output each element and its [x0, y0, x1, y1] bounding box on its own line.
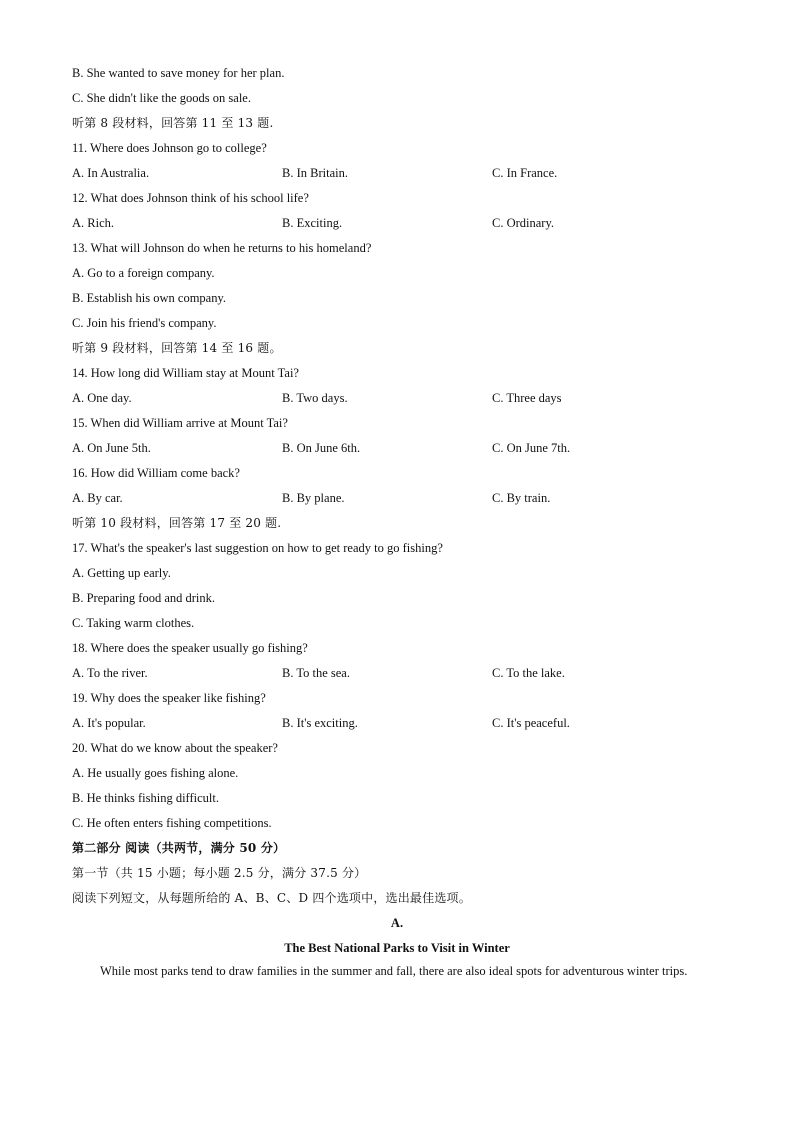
- option-c: C. Three days: [492, 391, 562, 405]
- option-a: A. One day.: [72, 391, 132, 405]
- text-line: C. Join his friend's company.: [72, 316, 217, 330]
- option-a: A. By car.: [72, 491, 123, 505]
- text-line: 14. How long did William stay at Mount Tai?: [72, 366, 299, 380]
- option-row: [72, 161, 722, 186]
- passage-title: The Best National Parks to Visit in Winter: [284, 941, 510, 955]
- text-line: B. He thinks fishing difficult.: [72, 791, 219, 805]
- text-line: 20. What do we know about the speaker?: [72, 741, 278, 755]
- text-line: 13. What will Johnson do when he returns to his homeland?: [72, 241, 372, 255]
- section-instruction: 阅读下列短文，从每题所给的 A、B、C、D 四个选项中，选出最佳选项。: [72, 891, 471, 905]
- option-b: B. By plane.: [282, 491, 345, 505]
- option-row: [72, 211, 722, 236]
- text-line: 16. How did William come back?: [72, 466, 240, 480]
- text-line: B. She wanted to save money for her plan.: [72, 66, 285, 80]
- option-row: [72, 436, 722, 461]
- option-row: [72, 386, 722, 411]
- reading-paragraph: While most parks tend to draw families in the summer and fall, there are also ideal spots for adventurous winter trips.: [100, 964, 688, 978]
- text-line: 11. Where does Johnson go to college?: [72, 141, 267, 155]
- option-a: A. To the river.: [72, 666, 148, 680]
- option-c: C. In France.: [492, 166, 558, 180]
- section-instruction: 第一节（共 15 小题；每小题 2.5 分，满分 37.5 分）: [72, 866, 367, 880]
- option-row: [72, 661, 722, 686]
- option-c: C. By train.: [492, 491, 551, 505]
- text-line: A. Getting up early.: [72, 566, 171, 580]
- text-line: 17. What's the speaker's last suggestion on how to get ready to go fishing?: [72, 541, 443, 555]
- text-line: A. He usually goes fishing alone.: [72, 766, 239, 780]
- option-a: A. It's popular.: [72, 716, 146, 730]
- option-a: A. On June 5th.: [72, 441, 151, 455]
- section-instruction: 听第 9 段材料，回答第 14 至 16 题。: [72, 341, 282, 355]
- text-line: C. He often enters fishing competitions.: [72, 816, 272, 830]
- option-row: [72, 711, 722, 736]
- passage-title: A.: [390, 916, 404, 930]
- option-row: [72, 486, 722, 511]
- text-line: B. Preparing food and drink.: [72, 591, 216, 605]
- option-b: B. Exciting.: [282, 216, 343, 230]
- text-line: C. Taking warm clothes.: [72, 616, 195, 630]
- reading-paragraph-block: [72, 959, 722, 984]
- option-a: A. Rich.: [72, 216, 115, 230]
- option-b: B. In Britain.: [282, 166, 348, 180]
- section-instruction: 听第 10 段材料，回答第 17 至 20 题.: [72, 516, 282, 530]
- option-b: B. To the sea.: [282, 666, 350, 680]
- text-line: C. She didn't like the goods on sale.: [72, 91, 251, 105]
- option-c: C. Ordinary.: [492, 216, 555, 230]
- text-line: 12. What does Johnson think of his school life?: [72, 191, 309, 205]
- text-line: B. Establish his own company.: [72, 291, 227, 305]
- option-c: C. It's peaceful.: [492, 716, 570, 730]
- text-line: 19. Why does the speaker like fishing?: [72, 691, 266, 705]
- section-instruction: 听第 8 段材料，回答第 11 至 13 题.: [72, 116, 274, 130]
- text-line: A. Go to a foreign company.: [72, 266, 215, 280]
- text-line: 18. Where does the speaker usually go fishing?: [72, 641, 308, 655]
- option-c: C. To the lake.: [492, 666, 565, 680]
- text-line: 15. When did William arrive at Mount Tai?: [72, 416, 288, 430]
- option-b: B. It's exciting.: [282, 716, 358, 730]
- option-c: C. On June 7th.: [492, 441, 571, 455]
- part-heading: 第二部分 阅读（共两节，满分 50 分）: [72, 841, 286, 855]
- option-b: B. Two days.: [282, 391, 348, 405]
- option-a: A. In Australia.: [72, 166, 150, 180]
- option-b: B. On June 6th.: [282, 441, 361, 455]
- document-page: [72, 61, 722, 961]
